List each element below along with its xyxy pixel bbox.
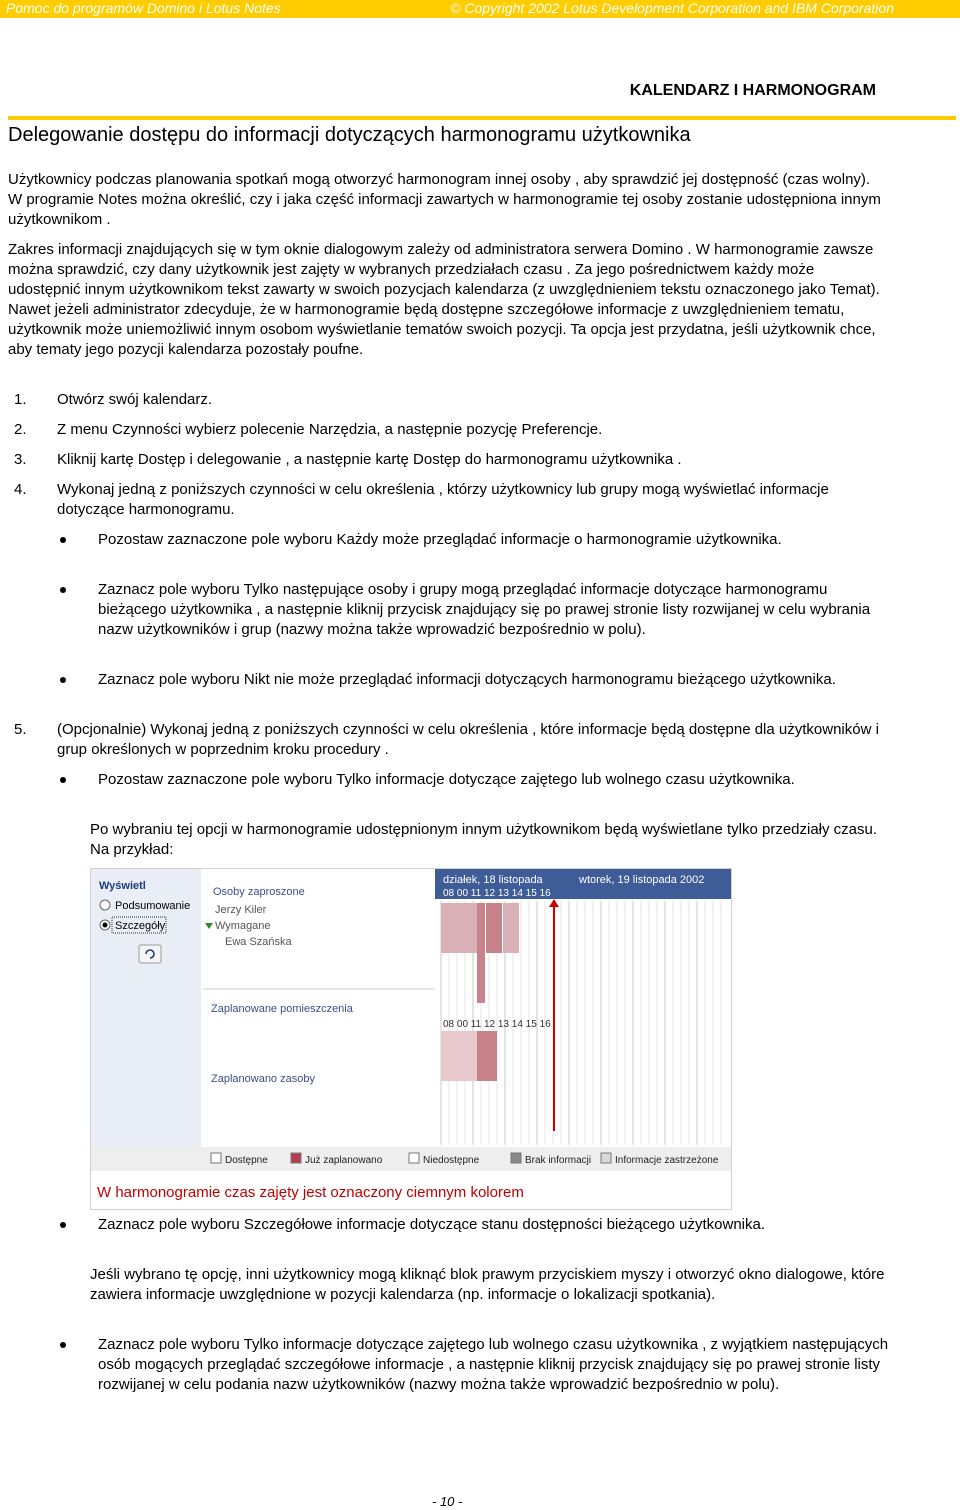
- legend-swatch: [511, 1153, 521, 1163]
- bullet-icon: [60, 777, 66, 783]
- step-text: (Opcjonalnie) Wykonaj jedną z poniższych czynności w celu określenia , które informacje będą dostępne dla użytkowników i grup określonych w poprzednim kroku procedury .: [57, 721, 879, 758]
- people-header: Osoby zaproszone: [213, 886, 305, 898]
- step-text: Kliknij kartę Dostęp i delegowanie , a następnie kartę Dostęp do harmonogramu użytkownika .: [57, 451, 682, 468]
- option-nikt: Nikt nie może przeglądać informacji dotyczących harmonogramu bieżącego użytkownika: [243, 671, 832, 688]
- note-text: Jeśli wybrano tę opcję, inni użytkownicy mogą kliknąć blok prawym przyciskiem myszy i otworzyć okno dialogowe, które zawiera informacje uwzględnione w pozycji kalendarza (np. informacje o lokalizacji spotkania).: [90, 1266, 885, 1303]
- step-number: 3.: [14, 451, 27, 468]
- refresh-button[interactable]: [139, 945, 161, 963]
- page-title: Delegowanie dostępu do informacji dotyczących harmonogramu użytkownika: [8, 124, 691, 146]
- busy-block[interactable]: [441, 1031, 477, 1081]
- tab-dostep-i-delegowanie: Dostęp i delegowanie: [137, 451, 282, 468]
- resources-label: Zaplanowano zasoby: [211, 1073, 315, 1085]
- bullet-text: Zaznacz pole wyboru Tylko następujące osoby i grupy mogą przeglądać informacje dotyczące harmonogramu bieżącego użytkownika , a następnie kliknij przycisk znajdujący się po prawej stronie listy rozwijanej w celu wybrania nazw użytkowników i grup (nazwy można także wprowadzić bezpośrednio w polu).: [98, 581, 871, 638]
- bullet-icon: [60, 537, 66, 543]
- hours-row-2: 08 00 11 12 13 14 15 16: [443, 1019, 551, 1030]
- radio-details-label: Szczegóły: [115, 920, 166, 932]
- person-1[interactable]: Jerzy Kiler: [215, 904, 267, 916]
- page-number: - 10 -: [432, 1494, 463, 1509]
- rooms-label: Zaplanowane pomieszczenia: [211, 1003, 353, 1015]
- legend-label: Niedostępne: [423, 1155, 480, 1166]
- paragraph-scope: Zakres informacji znajdujących się w tym oknie dialogowym zależy od administratora serwera Domino . W harmonogramie zawsze można sprawdzić, czy dany użytkownik jest zajęty w wybranych przedziałach czasu . Za jego pośrednictwem każdy może udostępnić innym użytkownikom tekst zawarty w swoich pozycjach kalendarza (z uwzględnieniem tekstu oznaczonego jako Temat). Nawet jeżeli administrator zdecyduje, że w harmonogramie będą dostępne szczegółowe informacje z uwzględnieniem tematu, użytkownik może uniemożliwić innym osobom wyświetlanie tematów swoich pozycji. Ta opcja jest przydatna, jeśli użytkownik chce, aby tematy jego pozycji kalendarza pozostały poufne.: [8, 241, 880, 358]
- step-number: 2.: [14, 421, 27, 438]
- busy-block[interactable]: [477, 903, 485, 1003]
- header-left: Pomoc do programów Domino i Lotus Notes: [6, 0, 281, 16]
- radio-summary[interactable]: [100, 900, 110, 910]
- busy-block[interactable]: [486, 903, 502, 953]
- legend-swatch: [211, 1153, 221, 1163]
- step-text: Wykonaj jedną z poniższych czynności w celu określenia , którzy użytkownicy lub grupy mogą wyświetlać informacje dotyczące harmonogramu.: [57, 481, 829, 518]
- required-label: Wymagane: [215, 920, 271, 932]
- radio-details-dot: [103, 923, 108, 928]
- bullet-text: Zaznacz pole wyboru Tylko informacje dotyczące zajętego lub wolnego czasu użytkownika , z wyjątkiem następujących osób mogących przeglądać szczegółowe informacje , a następnie kliknij przycisk znajdujący się po prawej stronie listy rozwijanej w celu podania nazw użytkowników (nazwy można także wprowadzić bezpośrednio w polu).: [98, 1336, 889, 1393]
- bullet-text: Pozostaw zaznaczone pole wyboru Tylko informacje dotyczące zajętego lub wolnego czasu użytkownika.: [98, 771, 795, 788]
- scheduler-figure: [90, 868, 732, 1210]
- legend-swatch: [409, 1153, 419, 1163]
- step-text: Otwórz swój kalendarz.: [57, 391, 213, 408]
- step-number: 1.: [14, 391, 27, 408]
- busy-block[interactable]: [477, 1031, 497, 1081]
- legend-swatch: [601, 1153, 611, 1163]
- bullet-icon: [60, 1342, 66, 1348]
- hours-header: 08 00 11 12 13 14 15 16: [443, 888, 551, 899]
- date-2: wtorek, 19 listopada 2002: [579, 874, 705, 886]
- bullet-icon: [60, 1222, 66, 1228]
- option-tylko-nastepujace: Tylko następujące osoby i grupy mogą przeglądać informacje dotyczące harmonogramu bieżącego użytkownika: [98, 581, 828, 618]
- option-kazdy: Każdy może przeglądać informacje o harmonogramie użytkownika: [336, 531, 778, 548]
- option-tylko-zajety: Tylko informacje dotyczące zajętego lub wolnego czasu użytkownika: [336, 771, 791, 788]
- step-number: 5.: [14, 721, 27, 738]
- legend-label: Już zaplanowano: [305, 1155, 383, 1166]
- person-2[interactable]: Ewa Szańska: [225, 936, 292, 948]
- item-preferencje: Preferencje: [521, 421, 599, 438]
- option-szczegolowe: Szczegółowe informacje dotyczące stanu dostępności bieżącego użytkownika: [243, 1216, 761, 1233]
- legend-label: Brak informacji: [525, 1155, 592, 1166]
- title-rule: [8, 116, 956, 120]
- option-z-wyjatkiem: Tylko informacje dotyczące zajętego lub wolnego czasu użytkownika , z wyjątkiem następujących osób mogących przeglądać szczegółowe informacje: [98, 1336, 889, 1373]
- show-label: Wyświetl: [99, 880, 146, 892]
- header-bar: [0, 0, 960, 18]
- step-number: 4.: [14, 481, 27, 498]
- legend-swatch: [291, 1153, 301, 1163]
- figure-caption: W harmonogramie czas zajęty jest oznaczony ciemnym kolorem: [97, 1184, 524, 1201]
- tab-dostep-do-harmonogramu: Dostęp do harmonogramu użytkownika: [413, 451, 674, 468]
- left-panel: [91, 869, 201, 1164]
- paragraph-intro: Użytkownicy podczas planowania spotkań mogą otworzyć harmonogram innej osoby , aby sprawdzić jej dostępność (czas wolny). W programie Notes można określić, czy i jaka część informacji zawartych w harmonogramie tej osoby zostanie udostępniona innym użytkownikom .: [8, 171, 881, 228]
- note-text: Po wybraniu tej opcji w harmonogramie udostępnionym innym użytkownikom będą wyświetlane tylko przedziały czasu. Na przykład:: [90, 821, 878, 858]
- radio-summary-label: Podsumowanie: [115, 900, 191, 912]
- bullet-icon: [60, 587, 66, 593]
- section-title: KALENDARZ I HARMONOGRAM: [629, 82, 876, 99]
- busy-block[interactable]: [503, 903, 519, 953]
- menu-czynnosci: Czynności: [112, 421, 182, 438]
- legend-label: Informacje zastrzeżone: [615, 1155, 719, 1166]
- command-narzedzia: Narzędzia: [308, 421, 377, 438]
- legend-label: Dostępne: [225, 1155, 268, 1166]
- bullet-icon: [60, 677, 66, 683]
- bullet-text: Pozostaw zaznaczone pole wyboru Każdy może przeglądać informacje o harmonogramie użytkownika.: [98, 531, 782, 548]
- header-right: © Copyright 2002 Lotus Development Corporation and IBM Corporation: [450, 0, 894, 16]
- bullet-text: Zaznacz pole wyboru Nikt nie może przeglądać informacji dotyczących harmonogramu bieżącego użytkownika.: [98, 671, 836, 688]
- step-text: Z menu Czynności wybierz polecenie Narzędzia, a następnie pozycję Preferencje.: [57, 421, 603, 438]
- bullet-text: Zaznacz pole wyboru Szczegółowe informacje dotyczące stanu dostępności bieżącego użytkownika.: [98, 1216, 766, 1233]
- date-1: działek, 18 listopada: [443, 874, 543, 886]
- scheduler-svg: [91, 869, 731, 1209]
